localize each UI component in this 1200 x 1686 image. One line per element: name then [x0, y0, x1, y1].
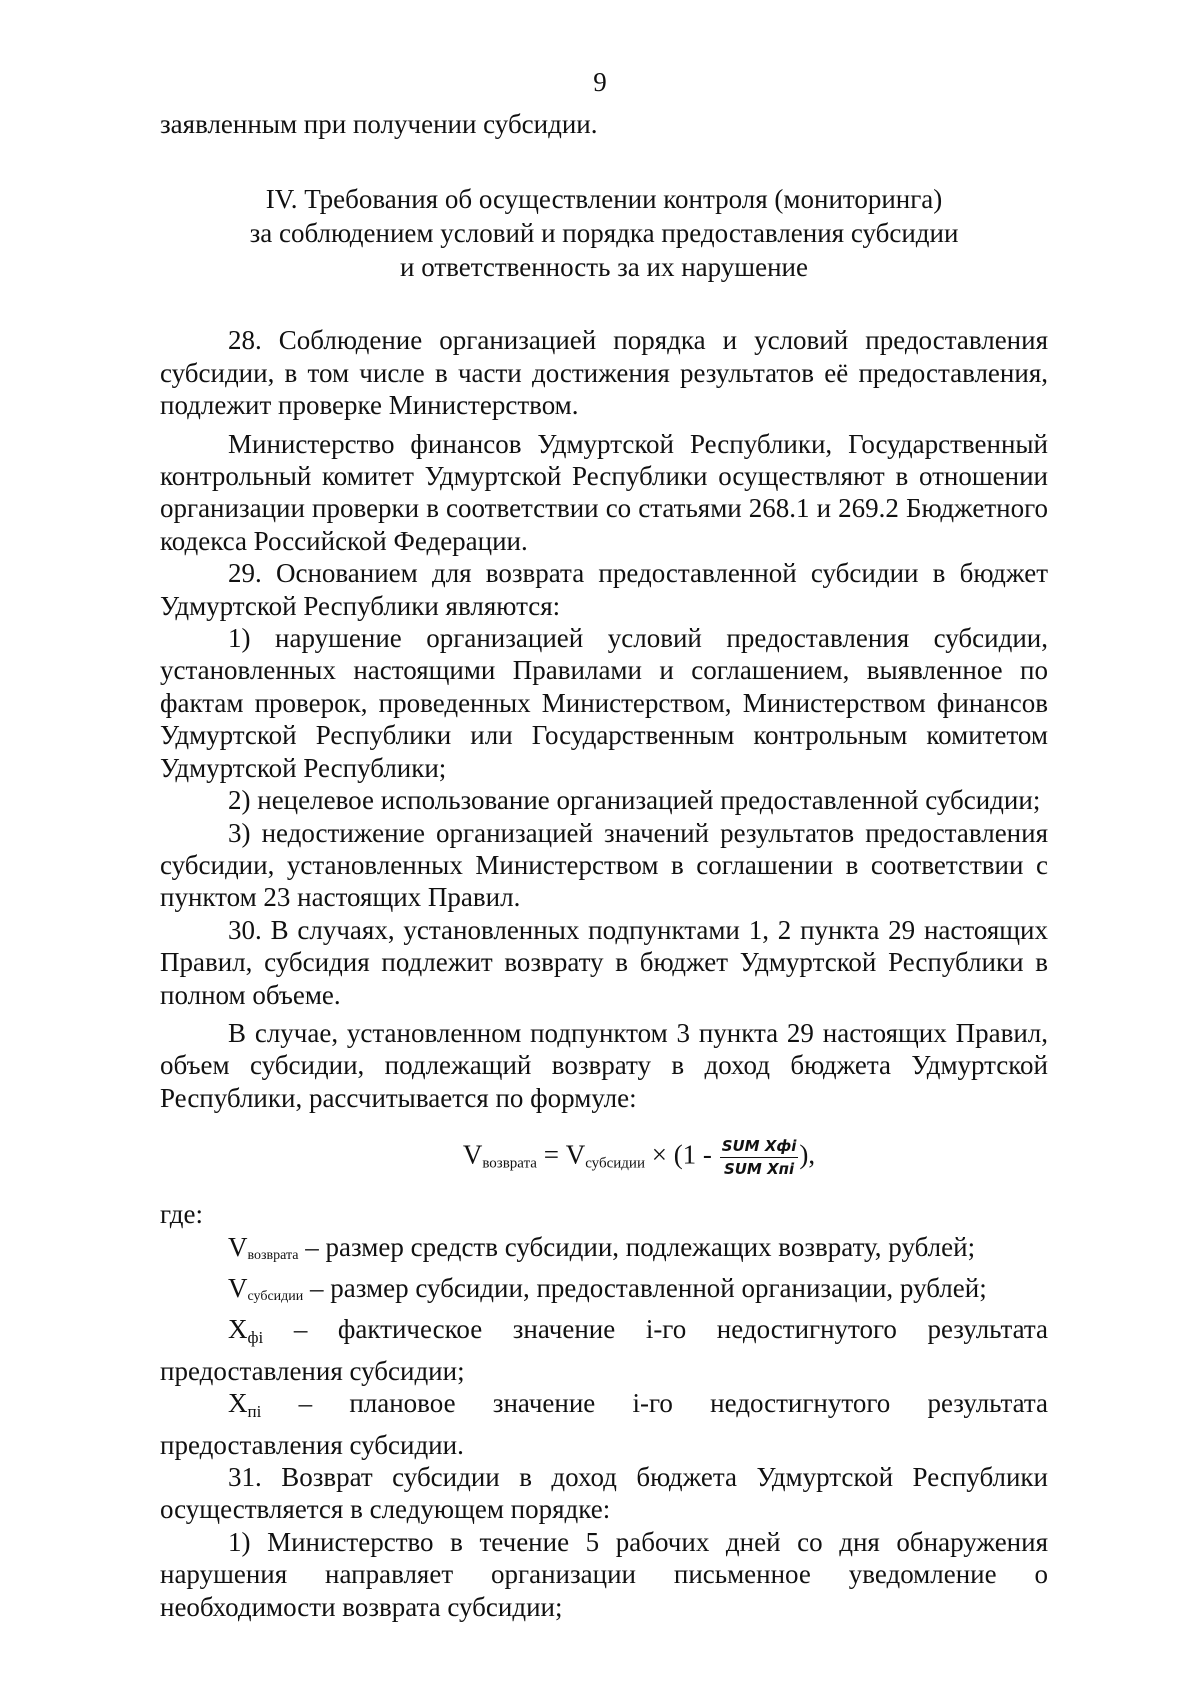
lead-line: заявленным при получении субсидии. [160, 109, 598, 139]
formula-sub-subsidy: субсидии [585, 1155, 645, 1172]
paragraph-31-item-1: 1) Министерство в течение 5 рабочих дней со дня обнаружения нарушения направляет организации письменное уведомление о необходимости возврата субсидии; [160, 1526, 1048, 1622]
where-label: где: [160, 1199, 203, 1230]
document-body [160, 108, 1048, 1623]
paragraph-29-item-3: 3) недостижение организацией значений результатов предоставления субсидии, установленных Министерством в соглашении в соответствии с пунктом 23 настоящих Правил. [160, 817, 1048, 913]
fraction-numerator: SUM Xфi [720, 1136, 799, 1158]
definition-v-subsidy: Vсубсидии – размер субсидии, предоставленной организации, рублей; [228, 1272, 987, 1304]
formula-sub-return: возврата [482, 1155, 537, 1172]
page-number: 9 [593, 67, 607, 97]
paragraph-28-part2: Министерство финансов Удмуртской Республики, Государственный контрольный комитет Удмуртской Республики осуществляют в отношении организации проверки в соответствии со статьями 268.1 и 269.2 Бюджетного кодекса Российской Федерации. [160, 428, 1048, 556]
paragraph-30: 30. В случаях, установленных подпунктами 1, 2 пункта 29 настоящих Правил, субсидия подлежит возврату в бюджет Удмуртской Республики в полном объеме. [160, 914, 1048, 1010]
definition-x-plan: Xпi – плановое значение i-го недостигнутого результата предоставления субсидии. [160, 1388, 1048, 1460]
formula-fraction [720, 1136, 799, 1179]
definition-v-return: Vвозврата – размер средств субсидии, подлежащих возврату, рублей; [228, 1231, 976, 1263]
heading-line: IV. Требования об осуществлении контроля (мониторинга) [265, 184, 943, 215]
heading-line: и ответственность за их нарушение [400, 252, 808, 283]
fraction-denominator: SUM Xпi [723, 1160, 795, 1179]
paragraph-29: 29. Основанием для возврата предоставленной субсидии в бюджет Удмуртской Республики являются: [160, 558, 1048, 621]
paragraph-29-item-1: 1) нарушение организацией условий предоставления субсидии, установленных настоящими Правилами и соглашением, выявленное по фактам проверок, проведенных Министерством, Министерством финансов Удмуртской Республики или Государственным контрольным комитетом Удмуртской Республики; [160, 623, 1048, 783]
definition-x-fact-tail: предоставления субсидии; [160, 1355, 465, 1386]
return-formula: $V_{возврата} = V_{субсидии} \times (1$ - $\frac{\text{SUM Xфi}}{\text{SUM Xпi}}$ ), [462, 1137, 816, 1179]
paragraph-29-item-2: 2) нецелевое использование организацией предоставленной субсидии; [228, 785, 1041, 816]
paragraph-31: 31. Возврат субсидии в доход бюджета Удмуртской Республики осуществляется в следующем порядке: [160, 1462, 1048, 1525]
heading-line: за соблюдением условий и порядка предоставления субсидии [249, 218, 959, 249]
paragraph-28: 28. Соблюдение организацией порядка и условий предоставления субсидии, в том числе в части достижения результатов её предоставления, подлежит проверке Министерством. [160, 325, 1048, 421]
paragraph-30-part2: В случае, установленном подпунктом 3 пункта 29 настоящих Правил, объем субсидии, подлежащий возврату в доход бюджета Удмуртской Республики, рассчитывается по формуле: [160, 1017, 1048, 1113]
definition-x-fact: Xфi – фактическое значение i-го недостигнутого результата [228, 1314, 1048, 1348]
section-heading [130, 182, 1078, 284]
